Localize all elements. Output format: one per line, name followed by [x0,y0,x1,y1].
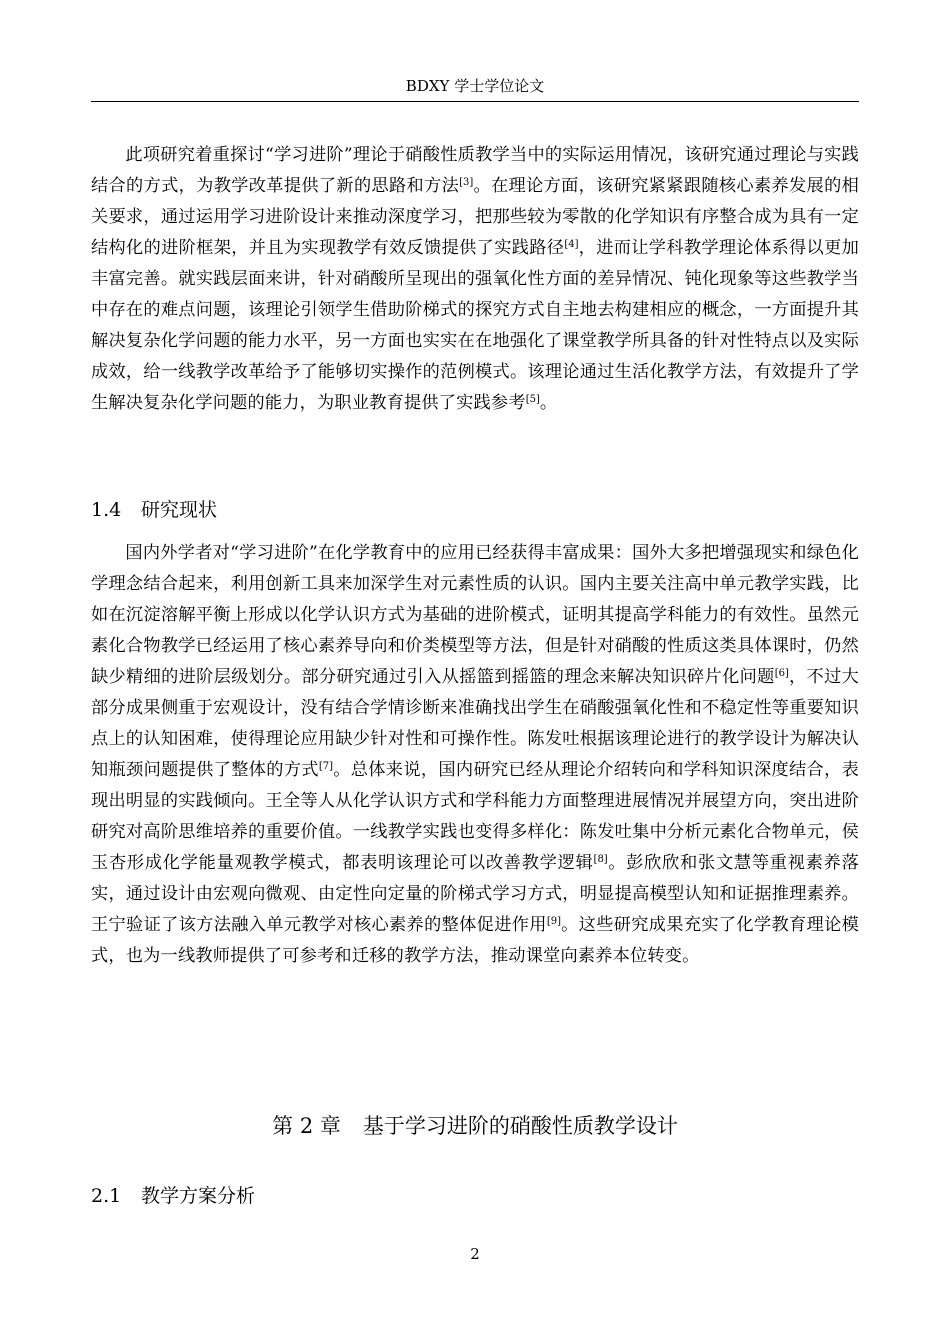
citation-7: [7] [318,761,334,772]
paragraph-text: ，不过大部分成果侧重于宏观设计，没有结合学情诊断来准确找出学生在硝酸强氧化性和不稳定性等重要知识点上的认知困难，使得理论应用缺少针对性和可操作性。陈发吐根据该理论进行的教学设计为解决认知瓶颈问题提供了整体的方式 [91,667,859,780]
citation-8: [8] [593,854,608,865]
section-heading-1-4 [91,497,217,523]
paragraph-text: ，进而让学科教学理论体系得以更加丰富完善。就实践层面来讲，针对硝酸所呈现出的强氧化性方面的差异情况、钝化现象等这些教学当中存在的难点问题，该理论引领学生借助阶梯式的探究方式自主地去构建相应的概念，一方面提升其解决复杂化学问题的能力水平，另一方面也实实在在地强化了课堂教学所具备的针对性特点以及实际成效，给一线教学改革给予了能够切实操作的范例模式。该理论通过生活化教学方法，有效提升了学生解决复杂化学问题的能力，为职业教育提供了实践参考 [91,238,860,413]
chapter-heading [91,1112,859,1140]
citation-5: [5] [525,394,540,405]
section-number: 2.1 [91,1185,122,1207]
paragraph-text: 。这些研究成果充实了化学教育理论模式，也为一线教师提供了可参考和迁移的教学方法，推动课堂向素养本位转变。 [91,915,860,966]
paragraph-text: 。彭欣欣和张文慧等重视素养落实，通过设计由宏观向微观、由定性向定量的阶梯式学习方式，明显提高模型认知和证据推理素养。王宁验证了该方法融入单元教学对核心素养的整体促进作用 [91,853,859,935]
paragraph-text: 。在理论方面，该研究紧紧跟随核心素养发展的相关要求，通过运用学习进阶设计来推动深度学习，把那些较为零散的化学知识有序整合成为具有一定结构化的进阶框架，并且为实现教学有效反馈提供了实践路径 [91,176,860,258]
paragraph-significance [91,140,859,419]
chapter-label: 第 2 章 [272,1114,341,1138]
chapter-title: 基于学习进阶的硝酸性质教学设计 [362,1114,678,1138]
section-title: 教学方案分析 [141,1185,256,1207]
section-number: 1.4 [91,499,122,521]
citation-6: [6] [774,668,789,679]
paragraph-text: 。 [539,393,558,413]
header-rule [91,101,859,102]
section-title: 研究现状 [141,499,218,521]
page-number: 2 [470,1245,480,1263]
paragraph-text: 国内外学者对“学习进阶”在化学教育中的应用已经获得丰富成果：国外大多把增强现实和绿色化学理念结合起来，利用创新工具来加深学生对元素性质的认识。国内主要关注高中单元教学实践，比如在沉淀溶解平衡上形成以化学认识方式为基础的进阶模式，证明其提高学科能力的有效性。虽然元素化合物教学已经运用了核心素养导向和价类模型等方法，但是针对硝酸的性质这类具体课时，仍然缺少精细的进阶层级划分。部分研究通过引入从摇篮到摇篮的理念来解决知识碎片化问题 [91,543,859,687]
citation-9: [9] [546,916,561,927]
paragraph-text: 。总体来说，国内研究已经从理论介绍转向和学科知识深度结合，表现出明显的实践倾向。王全等人从化学认识方式和学科能力方面整理进展情况并展望方向，突出进阶研究对高阶思维培养的重要价值。一线教学实践也变得多样化：陈发吐集中分析元素化合物单元，侯玉杏形成化学能量观教学模式，都表明该理论可以改善教学逻辑 [91,760,859,873]
paragraph-text: 此项研究着重探讨“学习进阶”理论于硝酸性质教学当中的实际运用情况，该研究通过理论与实践结合的方式，为教学改革提供了新的思路和方法 [91,145,859,196]
section-heading-2-1 [91,1183,255,1209]
running-header: BDXY 学士学位论文 [405,77,545,95]
paragraph-research-status [91,538,859,972]
citation-3: [3] [459,177,474,188]
citation-4: [4] [564,239,579,250]
